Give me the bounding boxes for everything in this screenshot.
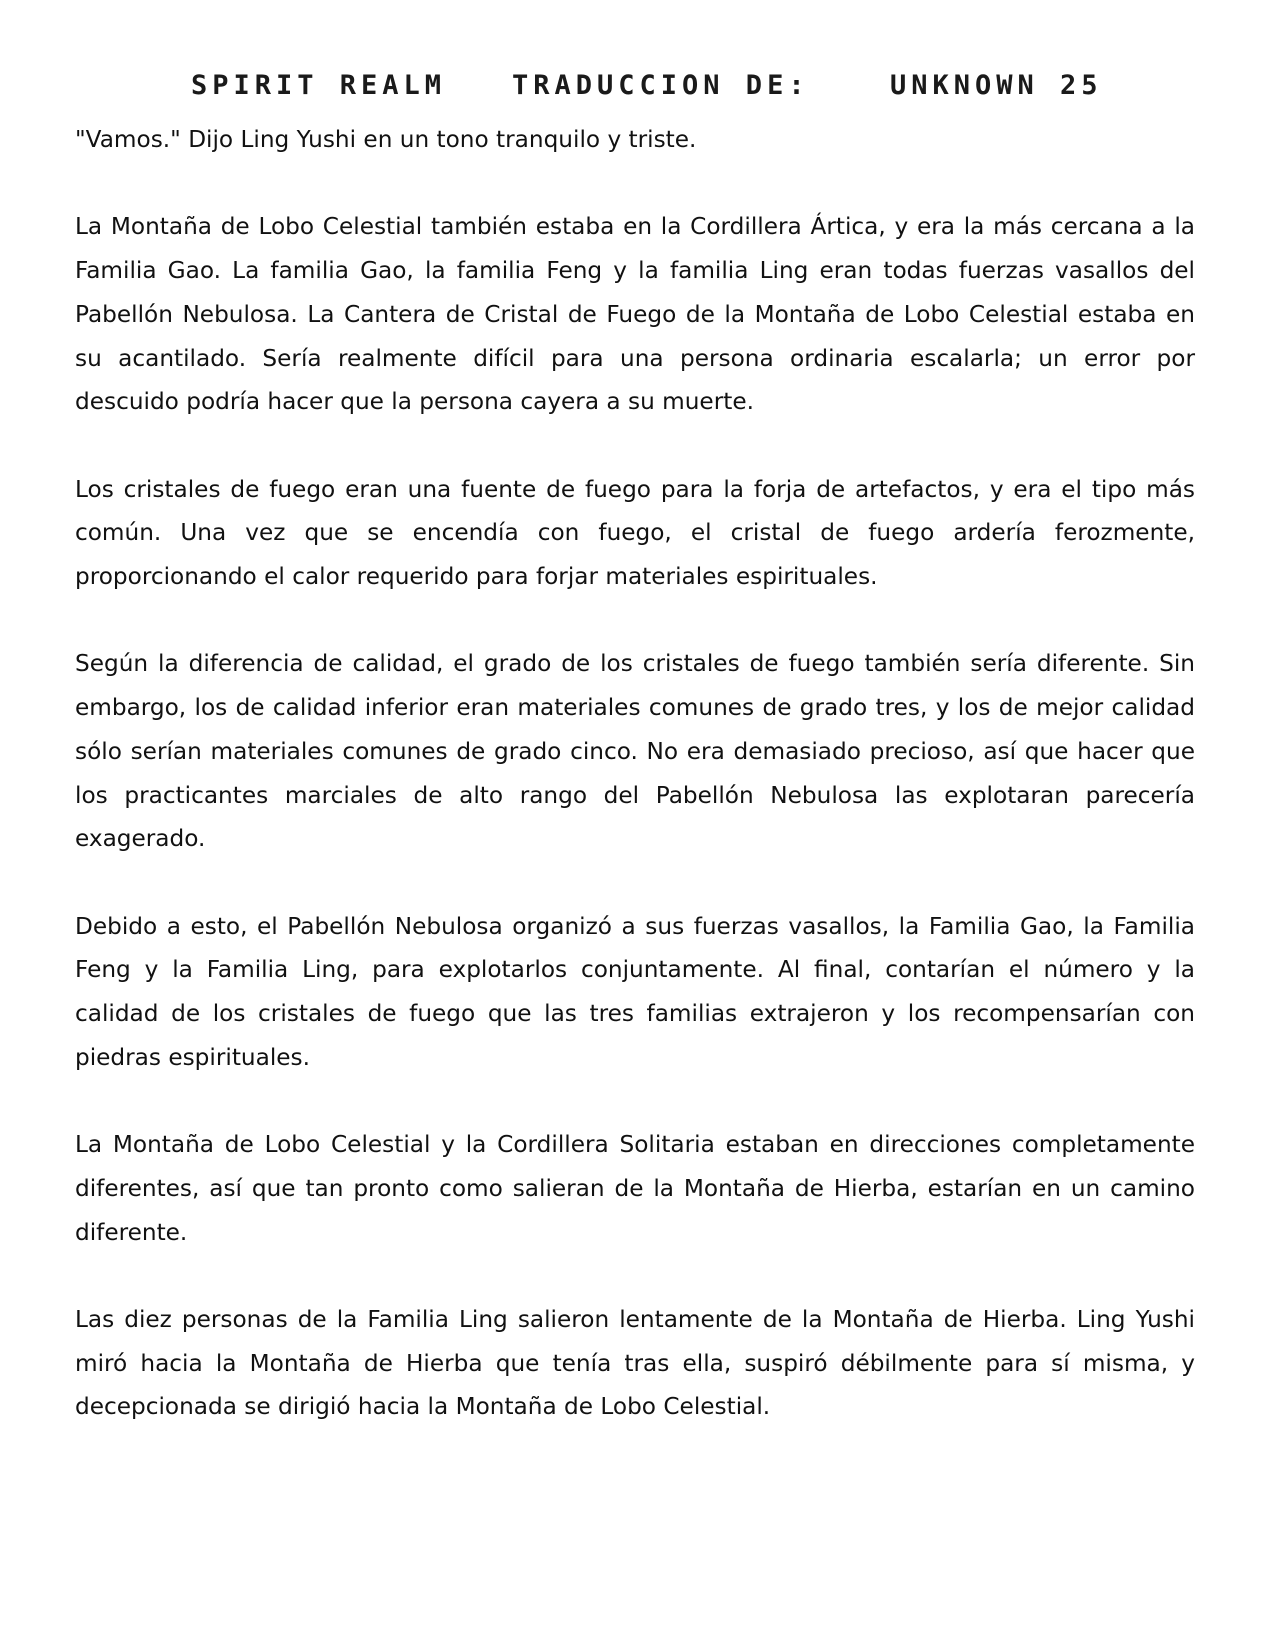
document-body	[75, 118, 1195, 1473]
paragraph-1: "Vamos." Dijo Ling Yushi en un tono tranquilo y triste.	[75, 126, 697, 153]
header-series-title: SPIRIT REALM	[191, 70, 447, 101]
paragraph-7: Las diez personas de la Familia Ling salieron lentamente de la Montaña de Hierba. Ling Yushi miró hacia la Montaña de Hierba que tenía tras ella, suspiró débilmente para sí misma, y decepcionada se dirigió hacia la Montaña de Lobo Celestial.	[75, 1305, 1195, 1421]
page-header	[0, 70, 1275, 110]
paragraph-6: La Montaña de Lobo Celestial y la Cordillera Solitaria estaban en direcciones completamente diferentes, así que tan pronto como salieran de la Montaña de Hierba, estarían en un camino diferente.	[75, 1131, 1195, 1246]
paragraph-5: Debido a esto, el Pabellón Nebulosa organizó a sus fuerzas vasallos, la Familia Gao, la Familia Feng y la Familia Ling, para explotarlos conjuntamente. Al final, contarían el número y la calidad de los cristales de fuego que las tres familias extrajeron y los recompensarían con piedras espirituales.	[75, 912, 1195, 1071]
header-translation-label: TRADUCCION DE:	[512, 70, 810, 101]
header-translator-name: UNKNOWN 25	[890, 70, 1103, 101]
paragraph-3: Los cristales de fuego eran una fuente de fuego para la forja de artefactos, y era el tipo más común. Una vez que se encendía con fuego, el cristal de fuego ardería ferozmente, proporcionando el calor requerido para forjar materiales espirituales.	[75, 475, 1195, 590]
paragraph-2: La Montaña de Lobo Celestial también estaba en la Cordillera Ártica, y era la más cercana a la Familia Gao. La familia Gao, la familia Feng y la familia Ling eran todas fuerzas vasallos del Pabellón Nebulosa. La Cantera de Cristal de Fuego de la Montaña de Lobo Celestial estaba en su acantilado. Sería realmente difícil para una persona ordinaria escalarla; un error por descuido podría hacer que la persona cayera a su muerte.	[75, 213, 1195, 416]
paragraph-4: Según la diferencia de calidad, el grado de los cristales de fuego también sería diferente. Sin embargo, los de calidad inferior eran materiales comunes de grado tres, y los de mejor calidad sólo serían materiales comunes de grado cinco. No era demasiado precioso, así que hacer que los practicantes marciales de alto rango del Pabellón Nebulosa las explotaran parecería exagerado.	[75, 650, 1195, 853]
